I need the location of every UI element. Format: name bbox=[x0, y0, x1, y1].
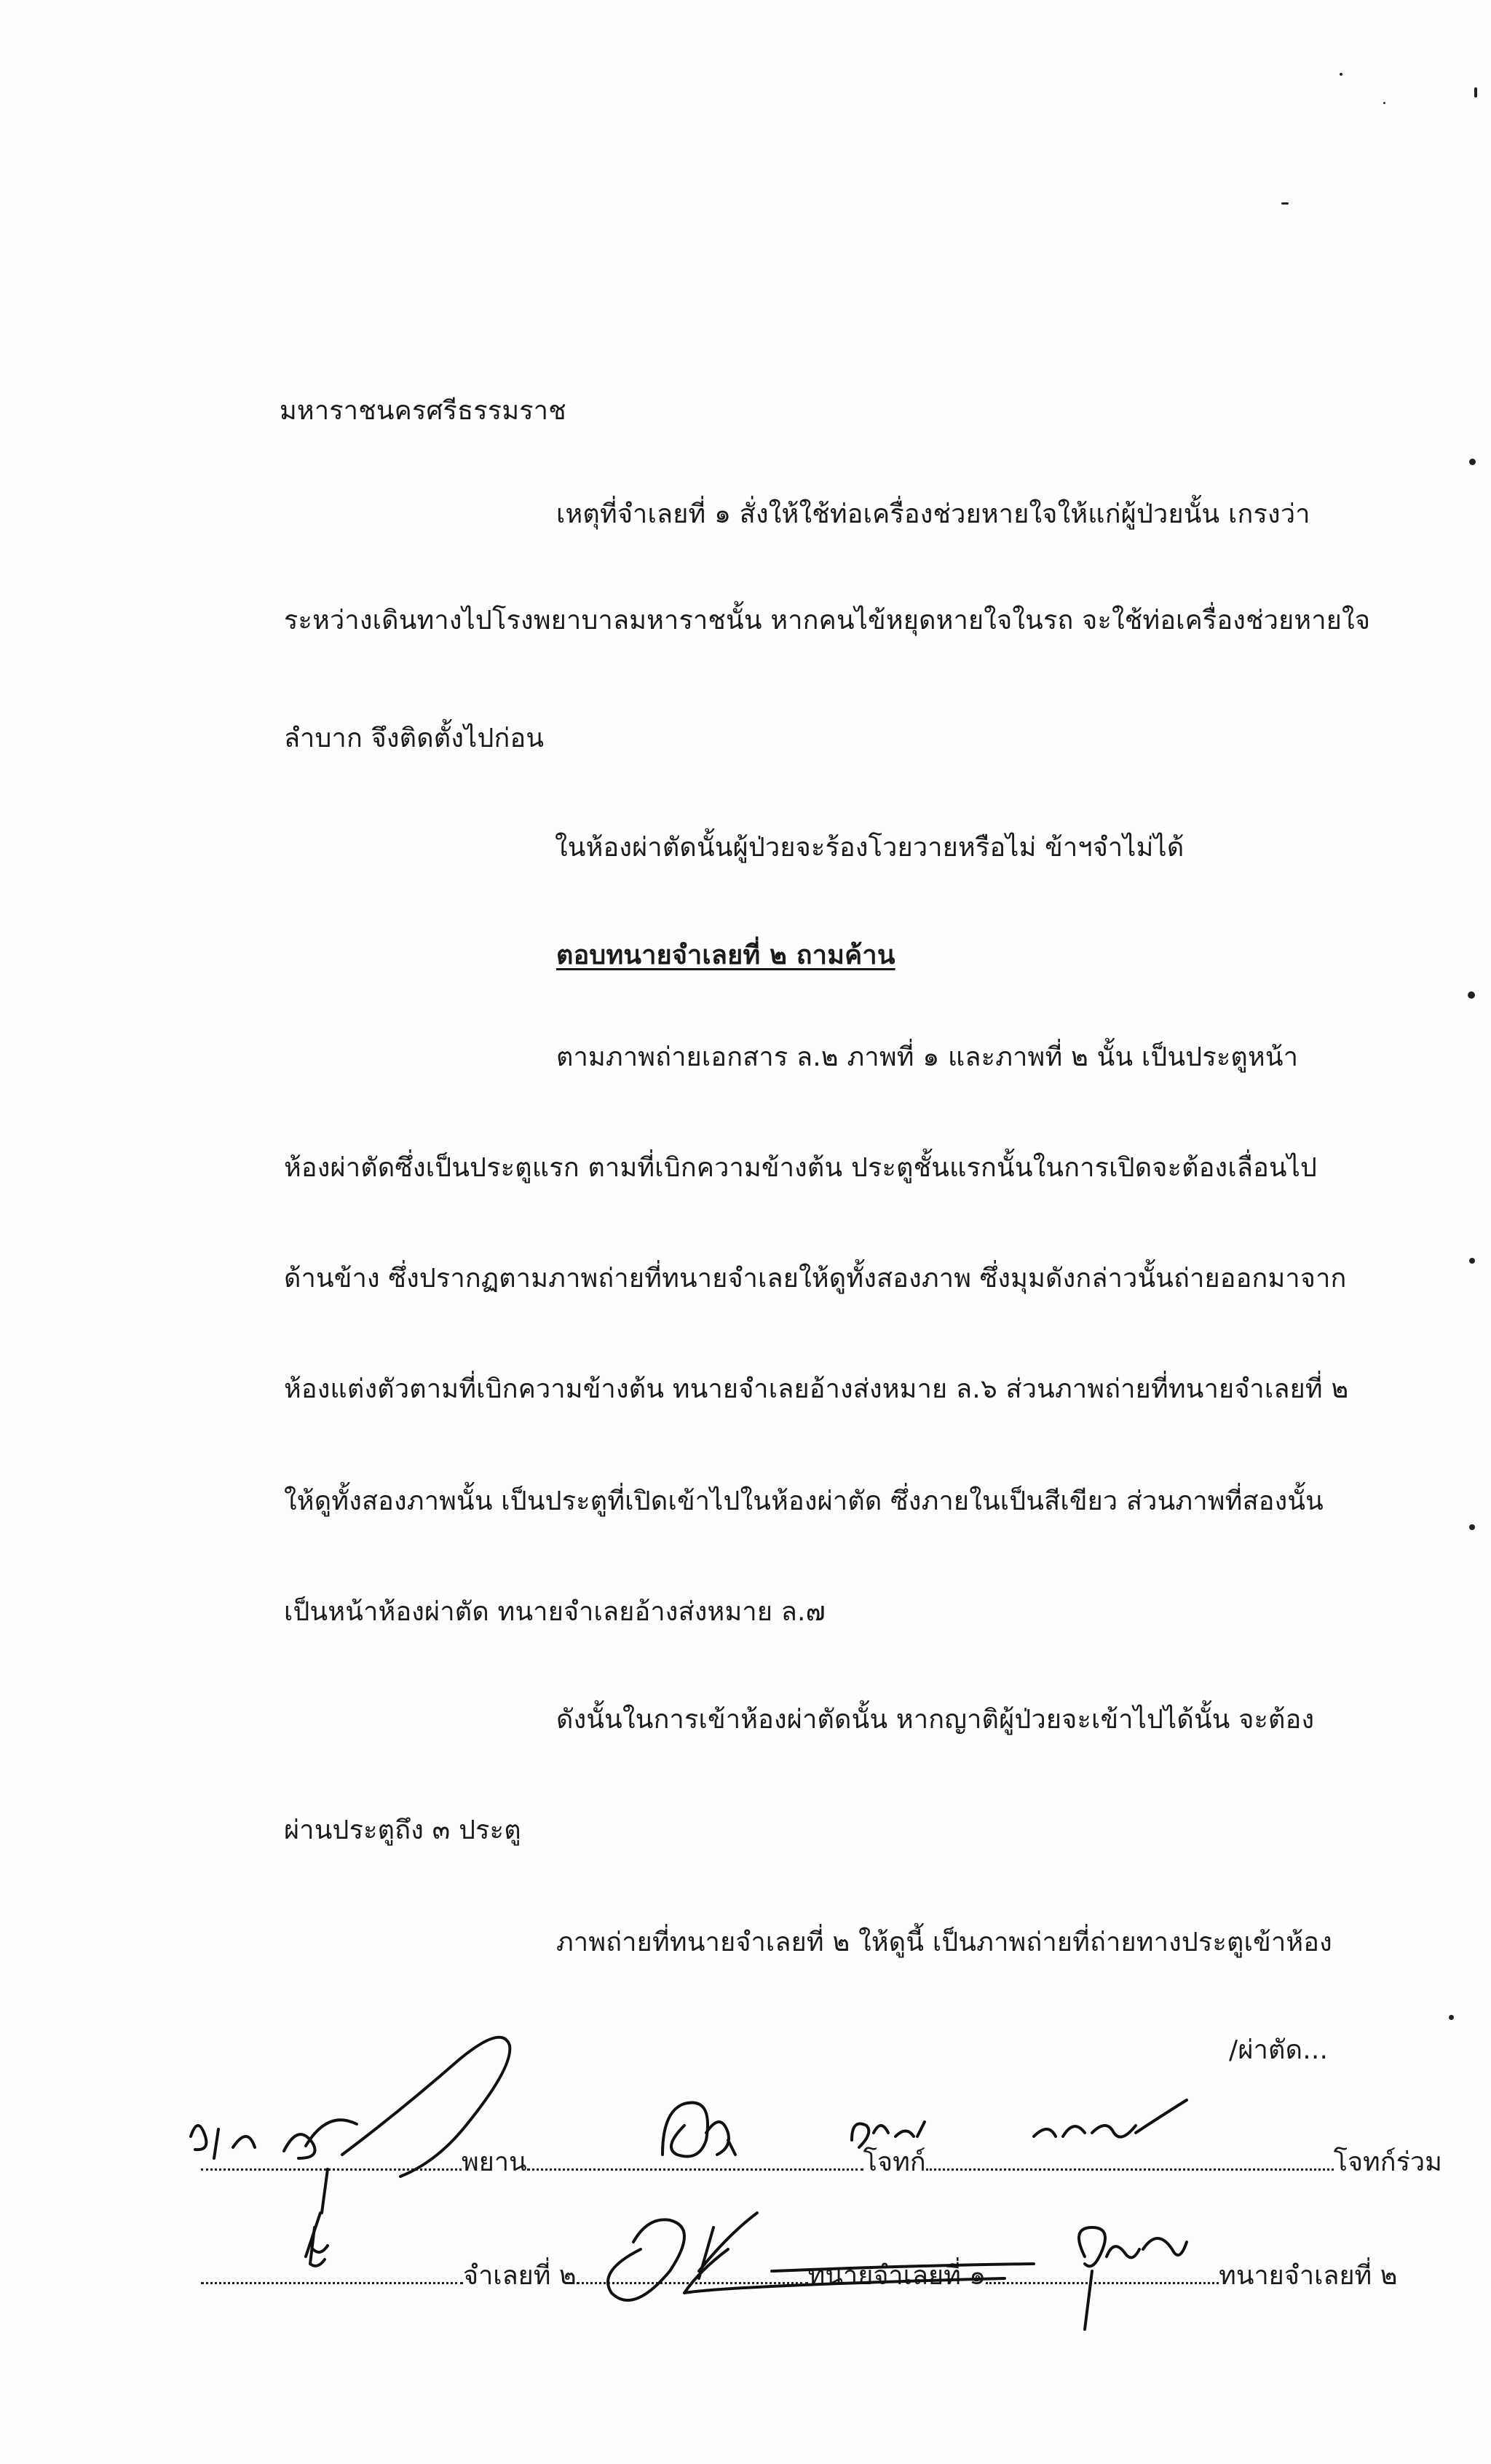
co-plaintiff-signature-line bbox=[926, 2147, 1334, 2171]
section-line: ภาพถ่ายที่ทนายจำเลยที่ ๒ ให้ดูนี้ เป็นภาพถ่ายที่ถ่ายทางประตูเข้าห้อง bbox=[556, 1928, 1332, 1957]
scan-speck bbox=[1383, 102, 1385, 104]
section-heading: ตอบทนายจำเลยที่ ๒ ถามค้าน bbox=[556, 940, 895, 970]
signature-row-2 bbox=[201, 2259, 1397, 2293]
scan-speck bbox=[1340, 73, 1342, 76]
defendant1-lawyer-label: ทนายจำเลยที่ ๑ bbox=[807, 2261, 986, 2291]
section-line: ดังนั้นในการเข้าห้องผ่าตัดนั้น หากญาติผู้ป่วยจะเข้าไปได้นั้น จะต้อง bbox=[556, 1705, 1315, 1735]
defendant2-lawyer-signature-line bbox=[986, 2260, 1219, 2284]
defendant2-lawyer-label: ทนายจำเลยที่ ๒ bbox=[1219, 2261, 1398, 2291]
paragraph-line: ในห้องผ่าตัดนั้นผู้ป่วยจะร้องโวยวายหรือไม่ ข้าฯจำไม่ได้ bbox=[555, 833, 1185, 863]
scan-speck bbox=[1469, 1524, 1475, 1530]
paragraph-text: ระหว่างเดินทางไปโรงพยาบาลมหาราชนั้น หากคนไข้หยุดหายใจในรถ จะใช้ท่อเครื่องช่วยหายใจ bbox=[284, 606, 1371, 635]
signature-row-1 bbox=[201, 2146, 1442, 2179]
section-line: ตามภาพถ่ายเอกสาร ล.๒ ภาพที่ ๑ และภาพที่ ๒ นั้น เป็นประตูหน้า bbox=[556, 1042, 1299, 1072]
continued-line: มหาราชนครศรีธรรมราช bbox=[280, 396, 566, 426]
section-line: ผ่านประตูถึง ๓ ประตู bbox=[284, 1815, 521, 1845]
defendant1-lawyer-signature-line bbox=[577, 2260, 808, 2284]
section-line: เป็นหน้าห้องผ่าตัด ทนายจำเลยอ้างส่งหมาย ล.๗ bbox=[284, 1597, 826, 1627]
section-line: ให้ดูทั้งสองภาพนั้น เป็นประตูที่เปิดเข้าไปในห้องผ่าตัด ซึ่งภายในเป็นสีเขียว ส่วนภาพที่สองนั้น bbox=[284, 1486, 1324, 1516]
plaintiff-signature-line bbox=[527, 2147, 863, 2171]
section-line: ห้องแต่งตัวตามที่เบิกความข้างต้น ทนายจำเลยอ้างส่งหมาย ล.๖ ส่วนภาพถ่ายที่ทนายจำเลยที่ ๒ bbox=[284, 1374, 1349, 1404]
plaintiff-label: โจทก์ bbox=[863, 2147, 926, 2177]
paragraph-line: เหตุที่จำเลยที่ ๑ สั่งให้ใช้ท่อเครื่องช่วยหายใจให้แก่ผู้ป่วยนั้น เกรงว่า bbox=[556, 499, 1310, 529]
defendant2-label: จำเลยที่ ๒ bbox=[463, 2261, 577, 2291]
scan-speck bbox=[1474, 87, 1477, 98]
continuation-marker: /ผ่าตัด... bbox=[1229, 2035, 1329, 2065]
co-plaintiff-label: โจทก์ร่วม bbox=[1333, 2147, 1442, 2177]
scan-speck bbox=[1281, 202, 1289, 205]
scan-speck bbox=[1468, 991, 1475, 999]
paragraph-line: ลำบาก จึงติดตั้งไปก่อน bbox=[284, 724, 545, 753]
witness-signature-line bbox=[201, 2147, 462, 2171]
section-line: ห้องผ่าตัดซึ่งเป็นประตูแรก ตามที่เบิกความข้างต้น ประตูชั้นแรกนั้นในการเปิดจะต้องเลื่อนไป bbox=[284, 1153, 1318, 1183]
defendant2-signature-line bbox=[201, 2260, 463, 2284]
scan-speck bbox=[1449, 2015, 1454, 2020]
scan-speck bbox=[1469, 1258, 1475, 1264]
section-line: ด้านข้าง ซึ่งปรากฏตามภาพถ่ายที่ทนายจำเลยให้ดูทั้งสองภาพ ซึ่งมุมดังกล่าวนั้นถ่ายออกมาจาก bbox=[284, 1264, 1347, 1294]
witness-label: พยาน bbox=[462, 2147, 527, 2177]
scan-speck bbox=[1469, 459, 1476, 465]
paragraph-line bbox=[284, 604, 1371, 638]
